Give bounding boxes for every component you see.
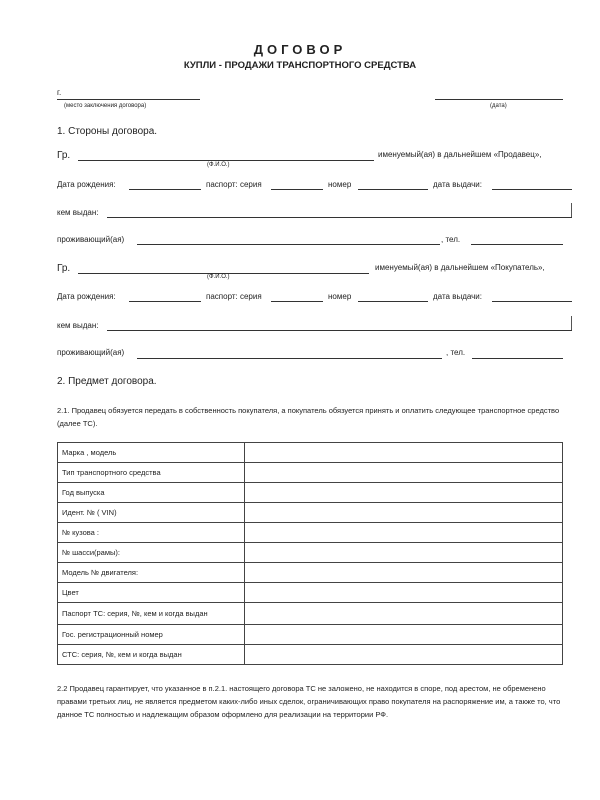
- buyer-phone-label: , тел.: [446, 348, 466, 357]
- section1-heading: 1. Стороны договора.: [57, 126, 158, 137]
- seller-number-field[interactable]: [358, 189, 428, 190]
- seller-residing-label: проживающий(ая): [57, 235, 125, 244]
- seller-fio-hint: (Ф.И.О.): [207, 162, 230, 168]
- buyer-role-label: именуемый(ая) в дальнейшем «Покупатель»,: [375, 263, 545, 272]
- seller-issued-by-field[interactable]: [107, 217, 572, 218]
- date-hint: (дата): [490, 103, 507, 109]
- buyer-citizen-label: Гр.: [57, 263, 71, 274]
- buyer-issued-by-field[interactable]: [107, 330, 572, 331]
- buyer-fio-hint: (Ф.И.О.): [207, 274, 230, 280]
- vehicle-field-value[interactable]: [245, 443, 563, 463]
- table-row: [58, 523, 563, 543]
- document-subtitle: КУПЛИ - ПРОДАЖИ ТРАНСПОРТНОГО СРЕДСТВА: [183, 60, 417, 71]
- vehicle-field-label: СТС: серия, №, кем и когда выдан: [58, 645, 245, 665]
- buyer-birth-label: Дата рождения:: [57, 292, 116, 301]
- vehicle-field-label: Марка , модель: [58, 443, 245, 463]
- clause-2-2: 2.2 Продавец гарантирует, что указанное в п.2.1. настоящего договора ТС не заложено, не находится в споре, под арестом, не обременено правами третьих лиц, не является предметом каких-либо иных сделок, ограничивающих право покупателя на распоряжение им, а также то, что данное ТС полностью и надлежащим образом оформлено для реализации на территории РФ.: [57, 684, 561, 719]
- seller-citizen-label: Гр.: [57, 150, 71, 161]
- seller-issued-by-label: кем выдан:: [57, 208, 99, 217]
- table-row: [58, 483, 563, 503]
- vehicle-field-value[interactable]: [245, 563, 563, 583]
- vehicle-field-label: № кузова :: [58, 523, 245, 543]
- table-row: [58, 583, 563, 603]
- vehicle-field-label: Тип транспортного средства: [58, 463, 245, 483]
- vehicle-field-label: Паспорт ТС: серия, №, кем и когда выдан: [58, 603, 245, 625]
- table-row: [58, 503, 563, 523]
- seller-role-label: именуемый(ая) в дальнейшем «Продавец»,: [378, 150, 542, 159]
- seller-phone-field[interactable]: [471, 244, 563, 245]
- buyer-number-label: номер: [328, 292, 352, 301]
- seller-number-label: номер: [328, 180, 352, 189]
- vehicle-field-value[interactable]: [245, 463, 563, 483]
- vehicle-field-value[interactable]: [245, 583, 563, 603]
- seller-issue-date-label: дата выдачи:: [433, 180, 482, 189]
- table-row: [58, 463, 563, 483]
- seller-passport-series-label: паспорт: серия: [206, 180, 262, 189]
- seller-birth-field[interactable]: [129, 189, 201, 190]
- seller-passport-series-field[interactable]: [271, 189, 323, 190]
- table-row: [58, 625, 563, 645]
- seller-phone-label: , тел.: [441, 235, 461, 244]
- vehicle-field-value[interactable]: [245, 625, 563, 645]
- clause-2-1: 2.1. Продавец обязуется передать в собственность покупателя, а покупатель обязуется принять и оплатить следующее транспортное средство (далее ТС).: [57, 406, 560, 428]
- table-row: [58, 543, 563, 563]
- buyer-phone-field[interactable]: [472, 358, 563, 359]
- vehicle-field-label: Модель № двигателя:: [58, 563, 245, 583]
- vehicle-field-value[interactable]: [245, 483, 563, 503]
- buyer-issued-by-bracket: [571, 316, 572, 330]
- seller-issued-by-bracket: [571, 203, 572, 217]
- table-row: [58, 645, 563, 665]
- buyer-residing-label: проживающий(ая): [57, 348, 125, 357]
- place-hint: (место заключения договора): [64, 103, 147, 109]
- buyer-address-field[interactable]: [137, 358, 442, 359]
- vehicle-field-value[interactable]: [245, 523, 563, 543]
- vehicle-field-value[interactable]: [245, 503, 563, 523]
- buyer-number-field[interactable]: [358, 301, 428, 302]
- section2-heading: 2. Предмет договора.: [57, 376, 157, 387]
- table-row: [58, 563, 563, 583]
- vehicle-field-value[interactable]: [245, 543, 563, 563]
- buyer-birth-field[interactable]: [129, 301, 201, 302]
- buyer-passport-series-field[interactable]: [271, 301, 323, 302]
- buyer-issue-date-label: дата выдачи:: [433, 292, 482, 301]
- seller-address-field[interactable]: [137, 244, 440, 245]
- document-title: ДОГОВОР: [253, 42, 347, 57]
- table-row: [58, 443, 563, 463]
- date-field[interactable]: [435, 99, 563, 100]
- vehicle-field-value[interactable]: [245, 603, 563, 625]
- city-prefix: г.: [57, 88, 62, 97]
- place-field[interactable]: [57, 99, 200, 100]
- vehicle-field-label: Гос. регистрационный номер: [58, 625, 245, 645]
- vehicle-field-label: Цвет: [58, 583, 245, 603]
- seller-issue-date-field[interactable]: [492, 189, 572, 190]
- vehicle-table: [57, 442, 563, 665]
- buyer-issued-by-label: кем выдан:: [57, 321, 99, 330]
- vehicle-field-value[interactable]: [245, 645, 563, 665]
- vehicle-field-label: № шасси(рамы):: [58, 543, 245, 563]
- seller-birth-label: Дата рождения:: [57, 180, 116, 189]
- seller-name-field[interactable]: [78, 160, 374, 161]
- vehicle-field-label: Идент. № ( VIN): [58, 503, 245, 523]
- buyer-passport-series-label: паспорт: серия: [206, 292, 262, 301]
- table-row: [58, 603, 563, 625]
- vehicle-field-label: Год выпуска: [58, 483, 245, 503]
- buyer-issue-date-field[interactable]: [492, 301, 572, 302]
